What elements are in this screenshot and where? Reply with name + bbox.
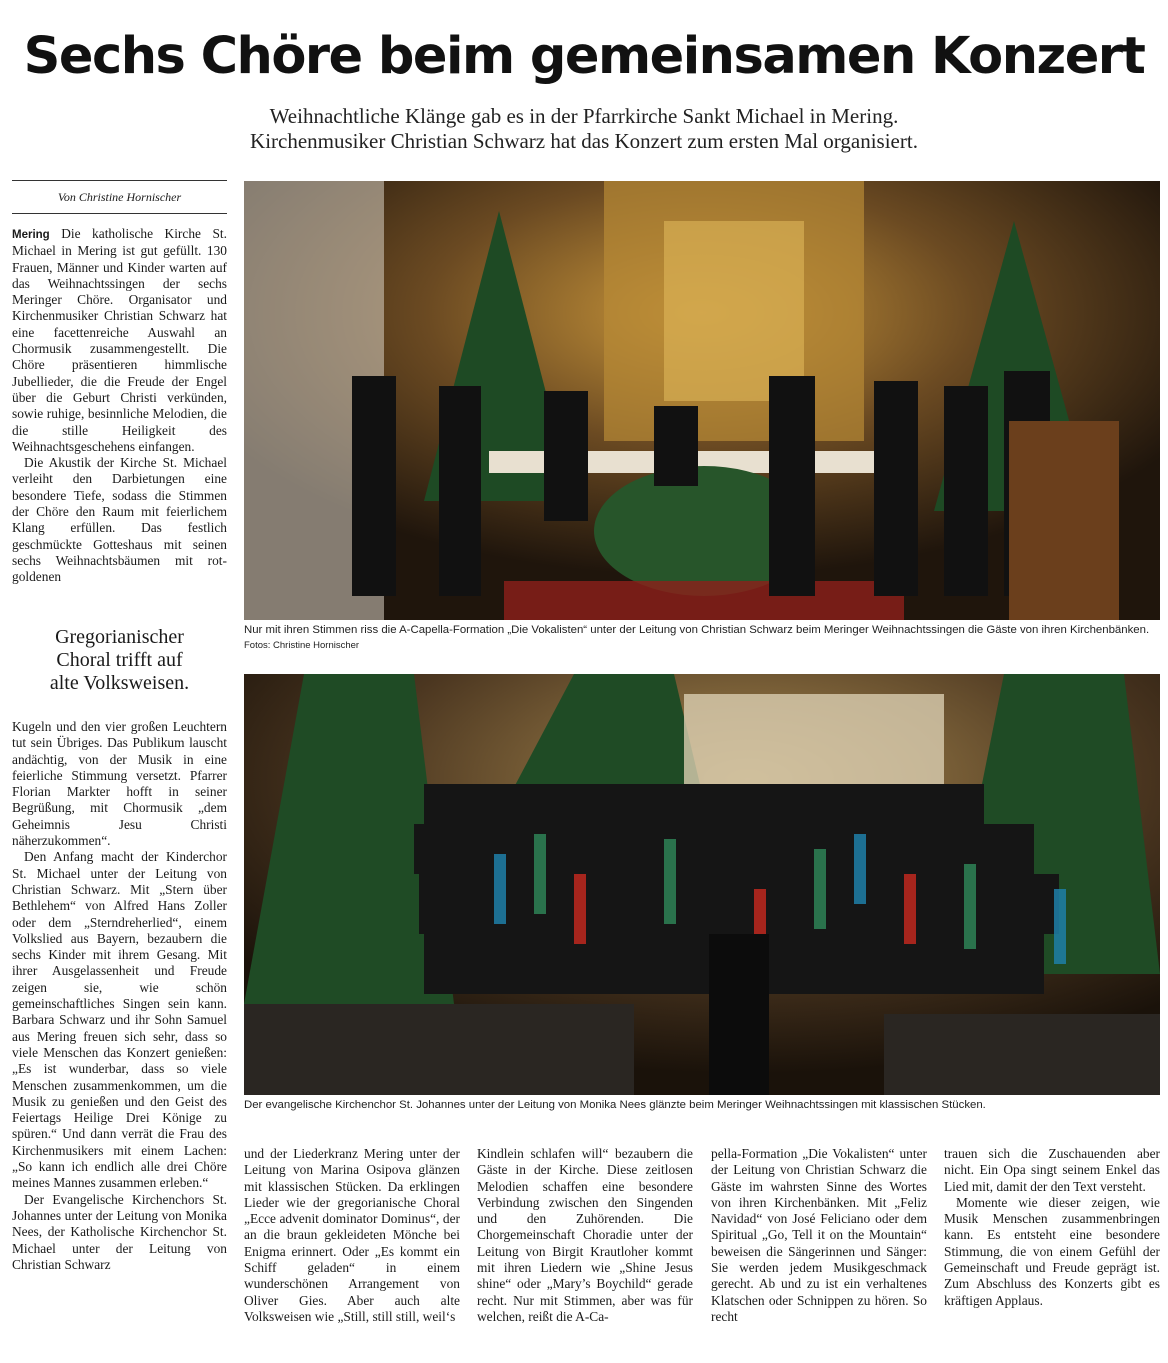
paragraph: Den Anfang macht der Kinderchor St. Michael unter der Leitung von Christian Schwarz. Mit „Stern über Bethlehem“ von Alfred Hans Zoller oder dem „Sterndreherlied“, einem Volkslied aus Bayern, bezaubern die sechs Kinder mit ihrem Gesang. Mit ihrer Ausgelassenheit und Freude zeigen sie, wie schön gemeinschaftliches Singen sein kann. Barbara Schwarz und ihr Sohn Samuel aus Mering freuen sich sehr, dass so viele Menschen das Konzert genießen: „Es ist wunderbar, dass so viele Menschen zusammenkommen, um die Musik zu genießen und den Geist des Feiertags Heilige Drei Könige zu spüren.“ Und dann verrät die Frau des Kirchenmusikers mit einem Lachen: „So kann ich endlich alle drei Chöre meines Mannes zusammen erleben.“ — [12, 849, 227, 1191]
paragraph: pella-Formation „Die Vokalisten“ unter der Leitung von Christian Schwarz die Gäste im wahrsten Sinne des Wortes von ihren Kirchenbänken. Mit „Feliz Navidad“ von José Feliciano oder dem Spiritual „Go, Tell it on the Mountain“ beweisen die Sängerinnen und Sänger: Sie werden jedem Musikgeschmack gerecht. Ab und zu ist ein verhaltenes Klatschen oder Schnippen zu hören. So recht — [711, 1146, 927, 1324]
column-4 — [711, 1146, 927, 1325]
paragraph: Momente wie dieser zeigen, wie Musik Menschen zusammenbringen kann. Es entsteht eine besondere Stimmung, die von einem Gefühl der Gemeinschaft und Freude geprägt ist. Zum Abschluss des Konzerts gibt es kräftigen Applaus. — [944, 1194, 1160, 1308]
column-1-top — [12, 226, 227, 586]
subhead-line-1: Weihnachtliche Klänge gab es in der Pfarrkirche Sankt Michael in Mering. — [269, 104, 899, 128]
lead-text: Die katholische Kirche St. Michael in Mering ist gut gefüllt. 130 Frauen, Männer und Kinder warten auf das Weihnachtssingen der sechs Meringer Chöre. Organisator und Kirchenmusiker Christian Schwarz hat eine facettenreiche Auswahl an Chormusik zusammengestellt. Die Chöre präsentieren himmlische Jubellieder, die die Freude der Engel über die Geburt Christi verkünden, sowie ruhige, besinnliche Melodien, die die stille Heiligkeit des Weihnachtsgeschehens einfangen. — [12, 226, 227, 454]
byline: Von Christine Hornischer — [12, 180, 227, 214]
photo-vokalisten-caption — [244, 623, 1160, 653]
column-3 — [477, 1146, 693, 1325]
pull-quote-line: Choral trifft auf — [56, 649, 183, 671]
photo-kirchenchor — [244, 674, 1160, 1095]
photo-credit: Fotos: Christine Hornischer — [244, 640, 360, 651]
paragraph: Der Evangelische Kirchenchors St. Johannes unter der Leitung von Monika Nees, der Katholische Kirchenchor St. Michael unter der Leitung von Christian Schwarz — [12, 1191, 227, 1272]
column-2 — [244, 1146, 460, 1325]
pull-quote-line: alte Volksweisen. — [49, 672, 190, 694]
pull-quote — [10, 626, 229, 695]
photo-kirchenchor-caption: Der evangelische Kirchenchor St. Johannes unter der Leitung von Monika Nees glänzte beim Meringer Weihnachtssingen mit klassischen Stücken. — [244, 1099, 986, 1111]
paragraph: Kugeln und den vier großen Leuchtern tut sein Übriges. Das Publikum lauscht andächtig, von der Musik in eine feierliche Stimmung versetzt. Pfarrer Florian Markter hofft in seiner Begrüßung, mit Chormusik „dem Geheimnis Jesu Christi näherzukommen“. — [12, 719, 227, 849]
column-5 — [944, 1146, 1160, 1309]
column-1-bottom — [12, 719, 227, 1273]
paragraph: Kindlein schlafen will“ bezaubern die Gäste in der Kirche. Diese zeitlosen Melodien schaffen eine besondere Verbindung zwischen den Singenden und den Zuhörenden. Die Chorgemeinschaft Choradie unter der Leitung von Birgit Krautloher kommt mit ihren Liedern wie „Shine Jesus shine“ oder „Mary’s Boychild“ gerade recht. Nur mit Stimmen, aber was für welchen, reißt die A-Ca- — [477, 1146, 693, 1324]
pull-quote-line: Gregorianischer — [55, 626, 184, 648]
subheadline — [0, 104, 1168, 154]
paragraph-lead — [12, 226, 227, 455]
photo-vokalisten-illustration — [244, 181, 1160, 620]
caption-text: Nur mit ihren Stimmen riss die A-Capella-Formation „Die Vokalisten“ unter der Leitung von Christian Schwarz beim Meringer Weihnachtssingen die Gäste von ihren Kirchenbänken. — [244, 624, 1150, 636]
subhead-line-2: Kirchenmusiker Christian Schwarz hat das Konzert zum ersten Mal organisiert. — [250, 129, 918, 153]
dateline: Mering — [12, 229, 50, 241]
headline: Sechs Chöre beim gemeinsamen Konzert — [23, 27, 1145, 86]
paragraph: Die Akustik der Kirche St. Michael verleiht den Darbietungen eine besondere Tiefe, sodass die Stimmen der Chöre den Raum mit feierlichem Klang erfüllen. Das festlich geschmückte Gotteshaus mit seinen sechs Weihnachtsbäumen mit rot-goldenen — [12, 455, 227, 585]
photo-kirchenchor-illustration — [244, 674, 1160, 1095]
paragraph: trauen sich die Zuschauenden aber nicht. Ein Opa singt seinem Enkel das Lied mit, damit der den Text versteht. — [944, 1146, 1160, 1194]
photo-vokalisten — [244, 181, 1160, 620]
paragraph: und der Liederkranz Mering unter der Leitung von Marina Osipova glänzen mit klassischen Stücken. Da erklingen Lieder wie der gregorianische Choral „Ecce advenit dominator Dominus“, der an die braun gekleideten Mönche bei Enigma erinnert. Oder „Es kommt ein Schiff geladen“ in einem wunderschönen Arrangement von Oliver Gies. Aber auch alte Volksweisen wie „Still, still still, weil‘s — [244, 1146, 460, 1324]
